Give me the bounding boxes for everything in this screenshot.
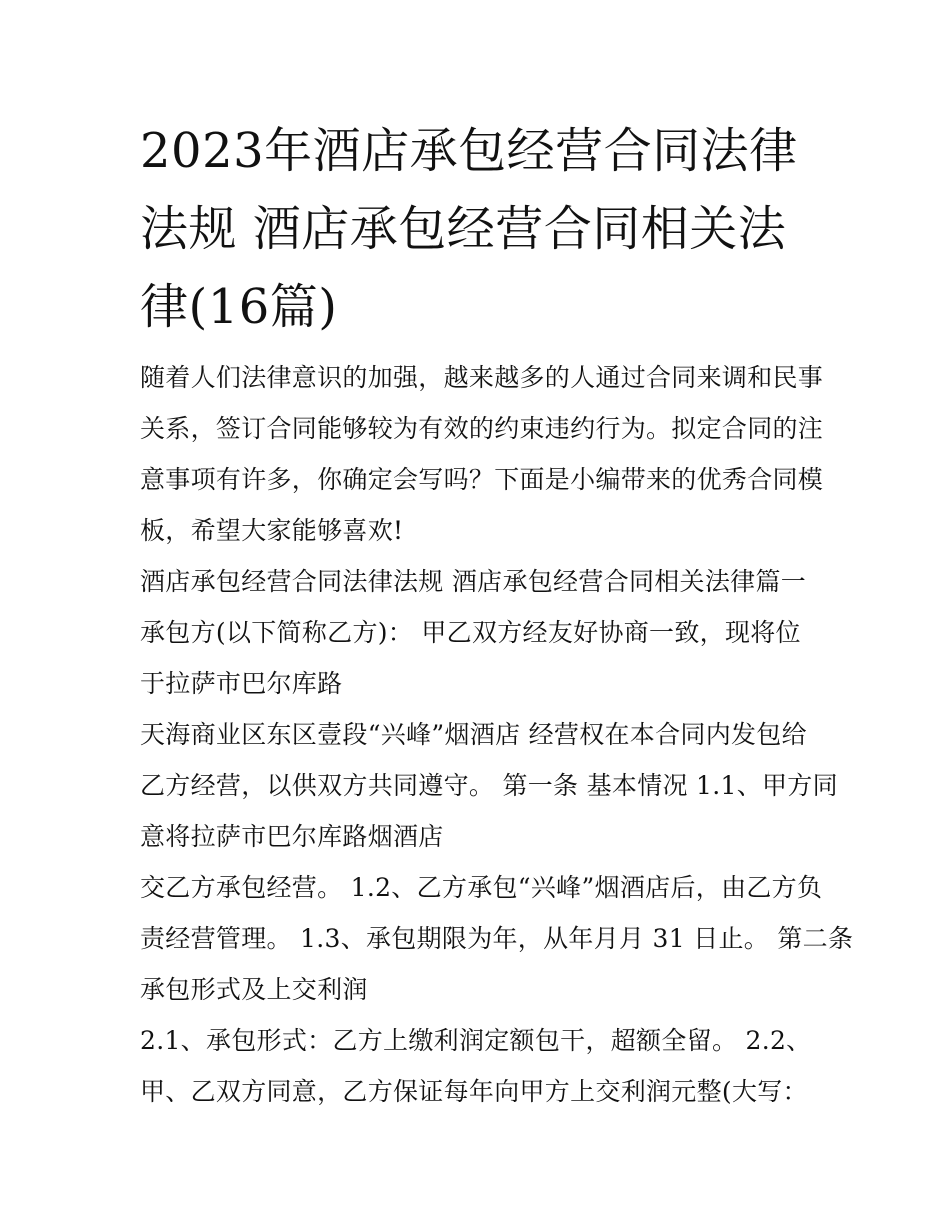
title-line-1: 2023年酒店承包经营合同法律 [140,123,798,179]
body-line: 于拉萨市巴尔库路 [140,669,343,698]
body-line: 2.1、承包形式：乙方上缴利润定额包干，超额全留。 2.2、 [140,1026,812,1055]
document-body [140,352,854,1117]
body-line: 承包形式及上交利润 [140,975,368,1004]
body-line: 甲、乙双方同意，乙方保证每年向甲方上交利润元整(大写： [140,1077,808,1106]
document-title [140,112,820,346]
body-line: 交乙方承包经营。 1.2、乙方承包“兴峰”烟酒店后，由乙方负 [140,873,823,902]
title-line-3: 律(16篇) [140,279,338,335]
body-line: 酒店承包经营合同法律法规 酒店承包经营合同相关法律篇一 [140,567,807,596]
body-line: 关系，签订合同能够较为有效的约束违约行为。拟定合同的注 [140,414,824,443]
body-line: 乙方经营，以供双方共同遵守。 第一条 基本情况 1.1、甲方同 [140,771,838,800]
body-line: 承包方(以下简称乙方)： 甲乙双方经友好协商一致，现将位 [140,618,801,647]
body-line: 天海商业区东区壹段“兴峰”烟酒店 经营权在本合同内发包给 [140,720,807,749]
body-line: 板，希望大家能够喜欢! [140,516,404,545]
title-line-2: 法规 酒店承包经营合同相关法 [140,201,787,257]
body-line: 随着人们法律意识的加强，越来越多的人通过合同来调和民事 [140,363,824,392]
body-line: 责经营管理。 1.3、承包期限为年，从年月月 31 日止。 第二条 [140,924,854,953]
body-line: 意事项有许多，你确定会写吗？下面是小编带来的优秀合同模 [140,465,824,494]
body-line: 意将拉萨市巴尔库路烟酒店 [140,822,444,851]
